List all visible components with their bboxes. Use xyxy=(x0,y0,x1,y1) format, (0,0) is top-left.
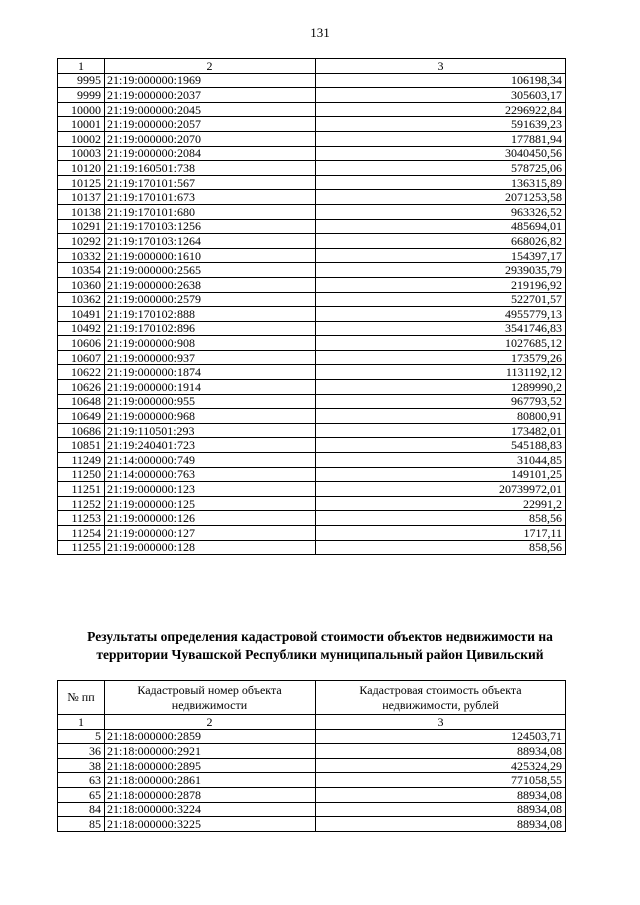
row-number-cell: 1 xyxy=(58,59,105,74)
cadastral-value-cell: 858,56 xyxy=(316,540,566,555)
table-row xyxy=(58,161,566,176)
cadastral-value-cell: 545188,83 xyxy=(316,438,566,453)
table-row xyxy=(58,496,566,511)
row-number-cell: 10003 xyxy=(58,146,105,161)
cadastral-number-cell: 21:19:170103:1256 xyxy=(105,219,316,234)
cadastral-number-cell: 21:19:000000:127 xyxy=(105,526,316,541)
table-row xyxy=(58,73,566,88)
cadastral-table-continued xyxy=(57,58,566,555)
cadastral-number-cell: 2 xyxy=(105,59,316,74)
row-number-cell: 65 xyxy=(58,787,105,802)
table-row xyxy=(58,204,566,219)
cadastral-value-cell: 2071253,58 xyxy=(316,190,566,205)
table-row xyxy=(58,190,566,205)
cadastral-value-cell: 771058,55 xyxy=(316,773,566,788)
cadastral-value-cell: 3 xyxy=(316,59,566,74)
cadastral-number-cell: 21:19:000000:2084 xyxy=(105,146,316,161)
cadastral-value-cell: 154397,17 xyxy=(316,248,566,263)
table-row xyxy=(58,263,566,278)
row-number-cell: 10332 xyxy=(58,248,105,263)
cadastral-value-cell: 963326,52 xyxy=(316,204,566,219)
cadastral-number-cell: 21:19:000000:2565 xyxy=(105,263,316,278)
cadastral-number-cell: 21:19:110501:293 xyxy=(105,423,316,438)
row-number-cell: 10354 xyxy=(58,263,105,278)
cadastral-value-cell: 591639,23 xyxy=(316,117,566,132)
cadastral-value-cell: 173579,26 xyxy=(316,350,566,365)
row-number-cell: 10002 xyxy=(58,131,105,146)
cadastral-number-cell: 21:14:000000:763 xyxy=(105,467,316,482)
table-row xyxy=(58,350,566,365)
row-number-cell: 11254 xyxy=(58,526,105,541)
row-number-cell: 85 xyxy=(58,817,105,832)
cadastral-number-cell: 21:19:240401:723 xyxy=(105,438,316,453)
column-number-row xyxy=(58,715,566,730)
table-row xyxy=(58,787,566,802)
table-row xyxy=(58,467,566,482)
section-title xyxy=(40,628,600,664)
row-number-cell: 10492 xyxy=(58,321,105,336)
column-header-row xyxy=(58,681,566,715)
table-row xyxy=(58,234,566,249)
row-number-cell: 10125 xyxy=(58,175,105,190)
cadastral-value-cell: 305603,17 xyxy=(316,88,566,103)
cadastral-number-cell: 21:19:170101:567 xyxy=(105,175,316,190)
cadastral-value-cell: 80800,91 xyxy=(316,409,566,424)
row-number-cell: 9995 xyxy=(58,73,105,88)
cadastral-number-cell: 21:19:000000:2037 xyxy=(105,88,316,103)
cadastral-value-cell: 3040450,56 xyxy=(316,146,566,161)
table-row xyxy=(58,117,566,132)
cadastral-value-cell: Кадастровая стоимость объекта недвижимости, рублей xyxy=(316,681,566,715)
row-number-cell: 10649 xyxy=(58,409,105,424)
row-number-cell: 10648 xyxy=(58,394,105,409)
cadastral-number-cell: 21:19:170103:1264 xyxy=(105,234,316,249)
cadastral-value-cell: 485694,01 xyxy=(316,219,566,234)
table-row xyxy=(58,802,566,817)
cadastral-number-cell: 21:19:000000:125 xyxy=(105,496,316,511)
cadastral-number-cell: 21:18:000000:3225 xyxy=(105,817,316,832)
row-number-cell: 11252 xyxy=(58,496,105,511)
row-number-cell: 10491 xyxy=(58,307,105,322)
cadastral-number-cell: 21:19:000000:126 xyxy=(105,511,316,526)
row-number-cell: 10000 xyxy=(58,102,105,117)
table-row xyxy=(58,394,566,409)
cadastral-number-cell: 21:18:000000:2921 xyxy=(105,744,316,759)
row-number-cell: 10292 xyxy=(58,234,105,249)
row-number-cell: 11251 xyxy=(58,482,105,497)
cadastral-value-cell: 578725,06 xyxy=(316,161,566,176)
cadastral-table-tsivilsky xyxy=(57,680,566,832)
cadastral-value-cell: 1717,11 xyxy=(316,526,566,541)
cadastral-number-cell: 21:18:000000:3224 xyxy=(105,802,316,817)
cadastral-value-cell: 522701,57 xyxy=(316,292,566,307)
table-row xyxy=(58,773,566,788)
cadastral-number-cell: 21:19:170102:888 xyxy=(105,307,316,322)
cadastral-number-cell: 21:19:170101:680 xyxy=(105,204,316,219)
cadastral-value-cell: 20739972,01 xyxy=(316,482,566,497)
cadastral-value-cell: 2296922,84 xyxy=(316,102,566,117)
cadastral-number-cell: 21:19:000000:1969 xyxy=(105,73,316,88)
cadastral-number-cell: 21:19:170102:896 xyxy=(105,321,316,336)
table-row xyxy=(58,219,566,234)
row-number-cell: № пп xyxy=(58,681,105,715)
table-row xyxy=(58,526,566,541)
cadastral-value-cell: 3541746,83 xyxy=(316,321,566,336)
cadastral-number-cell: 21:19:000000:2070 xyxy=(105,131,316,146)
page-number: 131 xyxy=(310,25,330,40)
cadastral-value-cell: 88934,08 xyxy=(316,787,566,802)
table-row xyxy=(58,146,566,161)
cadastral-value-cell: 88934,08 xyxy=(316,817,566,832)
table-row xyxy=(58,88,566,103)
row-number-cell: 11253 xyxy=(58,511,105,526)
cadastral-value-cell: 106198,34 xyxy=(316,73,566,88)
row-number-cell: 10626 xyxy=(58,380,105,395)
table-row xyxy=(58,540,566,555)
cadastral-value-cell: 88934,08 xyxy=(316,744,566,759)
row-number-cell: 1 xyxy=(58,715,105,730)
cadastral-number-cell: 21:19:000000:2057 xyxy=(105,117,316,132)
table-row xyxy=(58,758,566,773)
row-number-cell: 10686 xyxy=(58,423,105,438)
cadastral-value-cell: 136315,89 xyxy=(316,175,566,190)
cadastral-number-cell: 21:19:000000:1914 xyxy=(105,380,316,395)
cadastral-number-cell: Кадастровый номер объекта недвижимости xyxy=(105,681,316,715)
cadastral-value-cell: 173482,01 xyxy=(316,423,566,438)
table-row xyxy=(58,248,566,263)
row-number-cell: 5 xyxy=(58,729,105,744)
row-number-cell: 10001 xyxy=(58,117,105,132)
row-number-cell: 9999 xyxy=(58,88,105,103)
row-number-cell: 10291 xyxy=(58,219,105,234)
cadastral-value-cell: 425324,29 xyxy=(316,758,566,773)
cadastral-value-cell: 1289990,2 xyxy=(316,380,566,395)
section-title-line-1: Результаты определения кадастровой стоимости объектов недвижимости на xyxy=(87,629,553,644)
table-row xyxy=(58,380,566,395)
table-row xyxy=(58,321,566,336)
cadastral-number-cell: 21:19:170101:673 xyxy=(105,190,316,205)
table-row xyxy=(58,307,566,322)
row-number-cell: 11250 xyxy=(58,467,105,482)
row-number-cell: 10606 xyxy=(58,336,105,351)
table-row xyxy=(58,336,566,351)
table-row xyxy=(58,102,566,117)
cadastral-value-cell: 149101,25 xyxy=(316,467,566,482)
row-number-cell: 11249 xyxy=(58,453,105,468)
cadastral-number-cell: 21:14:000000:749 xyxy=(105,453,316,468)
table-row xyxy=(58,365,566,380)
cadastral-value-cell: 858,56 xyxy=(316,511,566,526)
cadastral-number-cell: 21:19:160501:738 xyxy=(105,161,316,176)
table-row xyxy=(58,817,566,832)
cadastral-number-cell: 21:18:000000:2859 xyxy=(105,729,316,744)
table-row xyxy=(58,729,566,744)
row-number-cell: 10622 xyxy=(58,365,105,380)
cadastral-number-cell: 21:19:000000:2045 xyxy=(105,102,316,117)
column-number-row xyxy=(58,59,566,74)
row-number-cell: 63 xyxy=(58,773,105,788)
row-number-cell: 38 xyxy=(58,758,105,773)
row-number-cell: 10137 xyxy=(58,190,105,205)
table-row xyxy=(58,277,566,292)
row-number-cell: 10138 xyxy=(58,204,105,219)
row-number-cell: 10362 xyxy=(58,292,105,307)
cadastral-number-cell: 21:19:000000:968 xyxy=(105,409,316,424)
row-number-cell: 10360 xyxy=(58,277,105,292)
cadastral-number-cell: 21:19:000000:937 xyxy=(105,350,316,365)
table-row xyxy=(58,131,566,146)
table-row xyxy=(58,292,566,307)
cadastral-value-cell: 31044,85 xyxy=(316,453,566,468)
cadastral-value-cell: 88934,08 xyxy=(316,802,566,817)
cadastral-number-cell: 21:19:000000:123 xyxy=(105,482,316,497)
row-number-cell: 84 xyxy=(58,802,105,817)
cadastral-value-cell: 1131192,12 xyxy=(316,365,566,380)
cadastral-number-cell: 21:19:000000:908 xyxy=(105,336,316,351)
cadastral-value-cell: 1027685,12 xyxy=(316,336,566,351)
cadastral-value-cell: 124503,71 xyxy=(316,729,566,744)
cadastral-number-cell: 21:19:000000:128 xyxy=(105,540,316,555)
cadastral-value-cell: 2939035,79 xyxy=(316,263,566,278)
table-row xyxy=(58,423,566,438)
row-number-cell: 10120 xyxy=(58,161,105,176)
table-row xyxy=(58,511,566,526)
cadastral-number-cell: 21:18:000000:2878 xyxy=(105,787,316,802)
table-row xyxy=(58,175,566,190)
row-number-cell: 10851 xyxy=(58,438,105,453)
cadastral-value-cell: 4955779,13 xyxy=(316,307,566,322)
row-number-cell: 11255 xyxy=(58,540,105,555)
cadastral-value-cell: 177881,94 xyxy=(316,131,566,146)
cadastral-value-cell: 22991,2 xyxy=(316,496,566,511)
cadastral-number-cell: 21:19:000000:955 xyxy=(105,394,316,409)
cadastral-number-cell: 21:19:000000:2579 xyxy=(105,292,316,307)
cadastral-number-cell: 21:19:000000:2638 xyxy=(105,277,316,292)
cadastral-value-cell: 3 xyxy=(316,715,566,730)
cadastral-value-cell: 219196,92 xyxy=(316,277,566,292)
cadastral-value-cell: 668026,82 xyxy=(316,234,566,249)
table-row xyxy=(58,438,566,453)
section-title-line-2: территории Чувашской Республики муниципальный район Цивильский xyxy=(96,647,544,662)
row-number-cell: 36 xyxy=(58,744,105,759)
table-row xyxy=(58,482,566,497)
table-row xyxy=(58,453,566,468)
row-number-cell: 10607 xyxy=(58,350,105,365)
table-row xyxy=(58,409,566,424)
cadastral-number-cell: 21:18:000000:2895 xyxy=(105,758,316,773)
cadastral-number-cell: 21:19:000000:1874 xyxy=(105,365,316,380)
table-row xyxy=(58,744,566,759)
cadastral-number-cell: 21:18:000000:2861 xyxy=(105,773,316,788)
cadastral-number-cell: 21:19:000000:1610 xyxy=(105,248,316,263)
cadastral-value-cell: 967793,52 xyxy=(316,394,566,409)
cadastral-number-cell: 2 xyxy=(105,715,316,730)
